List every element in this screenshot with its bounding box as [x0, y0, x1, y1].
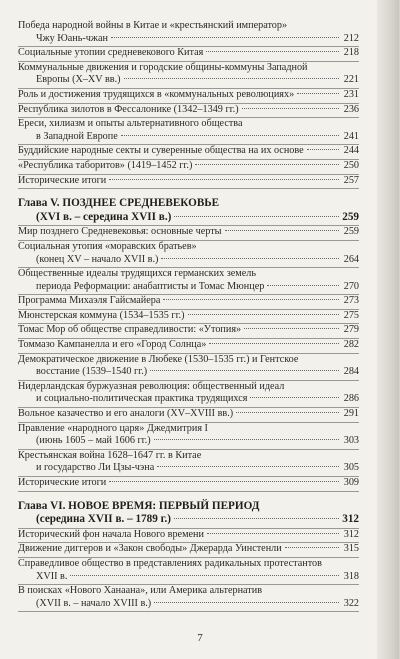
toc-line — [18, 324, 359, 337]
toc-entry — [18, 145, 359, 160]
toc-entry-title: Исторические итоги — [18, 174, 107, 186]
leader-dots — [250, 397, 339, 398]
toc-entry-title: Республика зилотов в Фессалонике (1342–1349 гг.) — [18, 103, 239, 115]
toc-entry — [18, 585, 359, 612]
toc-entry-title: Исторический фон начала Нового времени — [18, 528, 204, 540]
toc-page-number: 264 — [343, 253, 359, 265]
page-number: 7 — [197, 632, 203, 644]
toc-line — [18, 450, 359, 463]
toc-entry-title: Мюнстерская коммуна (1534–1535 гг.) — [18, 309, 185, 321]
toc-page-number: 305 — [343, 462, 359, 474]
leader-dots — [242, 108, 339, 109]
toc-entry-title: (XVI в. – середина XVII в.) — [36, 210, 172, 223]
toc-line — [18, 226, 359, 239]
toc-entry — [18, 268, 359, 295]
toc-line — [18, 435, 359, 448]
toc-page-number: 322 — [343, 597, 359, 609]
toc-page-number: 236 — [343, 103, 359, 115]
toc-entry — [18, 408, 359, 423]
toc-page-number: 312 — [343, 528, 359, 540]
toc-entry-title: Томас Мор об обществе справедливости: «Утопия» — [18, 324, 242, 336]
toc-page-number: 244 — [343, 145, 359, 157]
table-of-contents — [18, 20, 359, 612]
toc-page-number: 257 — [343, 174, 359, 186]
toc-line — [18, 74, 359, 87]
toc-page-number: 315 — [343, 543, 359, 555]
toc-page-number: 273 — [343, 295, 359, 307]
toc-entry — [18, 62, 359, 89]
toc-entry-title: «Республика таборитов» (1419–1452 гг.) — [18, 159, 193, 171]
page-edge-shadow — [377, 0, 399, 659]
toc-entry — [18, 339, 359, 354]
toc-line — [18, 393, 359, 406]
toc-page-number: 279 — [343, 324, 359, 336]
leader-dots — [109, 481, 339, 482]
leader-dots — [161, 258, 339, 259]
chapter-heading — [18, 500, 359, 529]
toc-entry-title: (середина XVII в. – 1789 г.) — [36, 513, 171, 526]
toc-entry-title: и социально-политическая практика трудящихся — [36, 393, 248, 405]
toc-entry-title: XVII в. — [36, 570, 68, 582]
toc-entry-title: Исторические итоги — [18, 477, 107, 488]
toc-entry-title: Глава V. ПОЗДНЕЕ СРЕДНЕВЕКОВЬЕ — [18, 197, 220, 210]
toc-entry-title: (XVII в. – начало XVIII в.) — [36, 597, 152, 609]
entry-separator — [18, 611, 359, 612]
toc-entry-title: восстание (1539–1540 гг.) — [36, 366, 148, 378]
toc-line — [18, 500, 359, 514]
toc-entry-title: Роль и достижения трудящихся в «коммунальных революциях» — [18, 88, 295, 100]
toc-entry-title: Вольное казачество и его аналоги (XV–XVIII вв.) — [18, 408, 234, 420]
toc-entry — [18, 354, 359, 381]
toc-page-number: 259 — [342, 210, 359, 223]
leader-dots — [70, 575, 339, 576]
leader-dots — [174, 216, 339, 217]
leader-dots — [150, 370, 339, 371]
toc-line — [18, 33, 359, 46]
leader-dots — [285, 547, 339, 548]
leader-dots — [244, 328, 339, 329]
toc-entry-title: Программа Михаэля Гайсмайера — [18, 295, 161, 307]
leader-dots — [154, 602, 339, 603]
toc-entry — [18, 47, 359, 62]
toc-page-number: 275 — [343, 309, 359, 321]
toc-line — [18, 197, 359, 211]
toc-entry-title: Общественные идеалы трудящихся германских земель — [18, 268, 256, 280]
toc-line — [18, 241, 359, 254]
toc-page-number: 250 — [343, 159, 359, 171]
toc-entry — [18, 310, 359, 325]
toc-page-number: 318 — [343, 570, 359, 582]
toc-page-number: 303 — [343, 435, 359, 447]
toc-line — [18, 145, 359, 158]
toc-line — [18, 175, 359, 188]
toc-line — [18, 62, 359, 75]
toc-entry — [18, 175, 359, 190]
toc-entry — [18, 118, 359, 145]
leader-dots — [225, 230, 340, 231]
leader-dots — [124, 78, 339, 79]
toc-line — [18, 477, 359, 490]
entry-separator — [18, 491, 359, 492]
toc-line — [18, 254, 359, 267]
toc-entry — [18, 543, 359, 558]
leader-dots — [188, 314, 339, 315]
toc-entry-title: Победа народной войны в Китае и «крестьянский император» — [18, 20, 288, 31]
toc-entry — [18, 89, 359, 104]
toc-entry-title: Ереси, хилиазм и опыты альтернативного общества — [18, 118, 243, 130]
toc-entry-title: и государство Ли Цзы-чэна — [36, 462, 155, 474]
leader-dots — [121, 135, 339, 136]
toc-entry-title: Справедливое общество в представлениях радикальных протестантов — [18, 557, 322, 569]
toc-page-number: 282 — [343, 339, 359, 351]
toc-page-number: 212 — [343, 32, 359, 44]
toc-page-number: 231 — [343, 88, 359, 100]
toc-line — [18, 281, 359, 294]
leader-dots — [267, 285, 339, 286]
toc-line — [18, 104, 359, 117]
leader-dots — [111, 37, 339, 38]
toc-line — [18, 268, 359, 281]
toc-line — [18, 543, 359, 556]
toc-entry-title: Томмазо Кампанелла и его «Город Солнца» — [18, 339, 207, 351]
toc-page-number: 284 — [343, 366, 359, 378]
toc-entry — [18, 104, 359, 119]
toc-line — [18, 366, 359, 379]
toc-line — [18, 513, 359, 527]
leader-dots — [209, 343, 339, 344]
leader-dots — [195, 164, 339, 165]
toc-entry — [18, 226, 359, 241]
toc-line — [18, 20, 359, 33]
toc-line — [18, 310, 359, 323]
toc-entry-title: В поисках «Нового Ханаана», или Америка альтернатив — [18, 585, 263, 597]
toc-line — [18, 131, 359, 144]
toc-entry-title: Крестьянская война 1628–1647 гг. в Китае — [18, 449, 202, 461]
toc-page-number: 259 — [343, 226, 359, 238]
toc-page-number: 312 — [342, 513, 359, 526]
toc-entry-title: Чжу Юань-чжан — [36, 32, 108, 44]
toc-entry — [18, 381, 359, 408]
toc-page-number: 270 — [343, 280, 359, 292]
toc-entry-title: Европы (X–XV вв.) — [36, 74, 121, 86]
toc-entry — [18, 423, 359, 450]
toc-line — [18, 529, 359, 542]
toc-entry — [18, 295, 359, 310]
toc-entry-title: Нидерландская буржуазная революция: общественный идеал — [18, 380, 285, 392]
toc-entry-title: Глава VI. НОВОЕ ВРЕМЯ: ПЕРВЫЙ ПЕРИОД — [18, 499, 260, 512]
toc-line — [18, 118, 359, 131]
toc-line — [18, 558, 359, 571]
toc-entry-title: Социальные утопии средневекового Китая — [18, 47, 204, 59]
toc-line — [18, 160, 359, 173]
toc-page-number: 218 — [343, 47, 359, 59]
toc-line — [18, 598, 359, 611]
toc-entry — [18, 529, 359, 544]
leader-dots — [109, 179, 339, 180]
toc-page-number: 286 — [343, 393, 359, 405]
leader-dots — [163, 299, 339, 300]
toc-line — [18, 295, 359, 308]
chapter-heading — [18, 197, 359, 226]
leader-dots — [157, 466, 339, 467]
toc-page-number: 241 — [343, 130, 359, 142]
toc-entry — [18, 241, 359, 268]
leader-dots — [297, 93, 339, 94]
toc-entry — [18, 558, 359, 585]
toc-entry-title: в Западной Европе — [36, 130, 118, 142]
toc-entry — [18, 160, 359, 175]
leader-dots — [154, 439, 339, 440]
toc-line — [18, 408, 359, 421]
leader-dots — [206, 51, 339, 52]
leader-dots — [307, 149, 339, 150]
toc-line — [18, 89, 359, 102]
toc-entry-title: Социальная утопия «моравских братьев» — [18, 240, 197, 252]
toc-line — [18, 585, 359, 598]
toc-line — [18, 571, 359, 584]
toc-line — [18, 47, 359, 60]
toc-entry-title: Демократическое движение в Любеке (1530–1535 гг.) и Гентское — [18, 353, 299, 365]
toc-page-number: 291 — [343, 408, 359, 420]
entry-separator — [18, 188, 359, 189]
toc-entry — [18, 450, 359, 477]
toc-entry-title: (конец XV – начало XVII в.) — [36, 253, 159, 265]
toc-entry-title: Мир позднего Средневековья: основные черты — [18, 226, 222, 238]
toc-entry-title: Коммунальные движения и городские общины-коммуны Западной — [18, 61, 308, 73]
toc-line — [18, 339, 359, 352]
toc-entry — [18, 324, 359, 339]
toc-line — [18, 211, 359, 225]
leader-dots — [207, 533, 339, 534]
toc-entry-title: Буддийские народные секты и суверенные общества на их основе — [18, 145, 304, 157]
toc-line — [18, 381, 359, 394]
toc-page-number: 221 — [343, 74, 359, 86]
toc-line — [18, 423, 359, 436]
leader-dots — [174, 518, 339, 519]
toc-line — [18, 462, 359, 475]
toc-entry-title: (июнь 1605 – май 1606 гг.) — [36, 435, 151, 447]
leader-dots — [236, 412, 339, 413]
toc-entry-title: Правление «народного царя» Джедмитрия I — [18, 422, 208, 434]
toc-entry-title: Движение диггеров и «Закон свободы» Джерарда Уинстенли — [18, 543, 282, 555]
toc-entry — [18, 20, 359, 47]
toc-entry-title: периода Реформации: анабаптисты и Томас Мюнцер — [36, 280, 265, 292]
toc-entry — [18, 477, 359, 492]
toc-line — [18, 354, 359, 367]
toc-page-number: 309 — [343, 477, 359, 488]
